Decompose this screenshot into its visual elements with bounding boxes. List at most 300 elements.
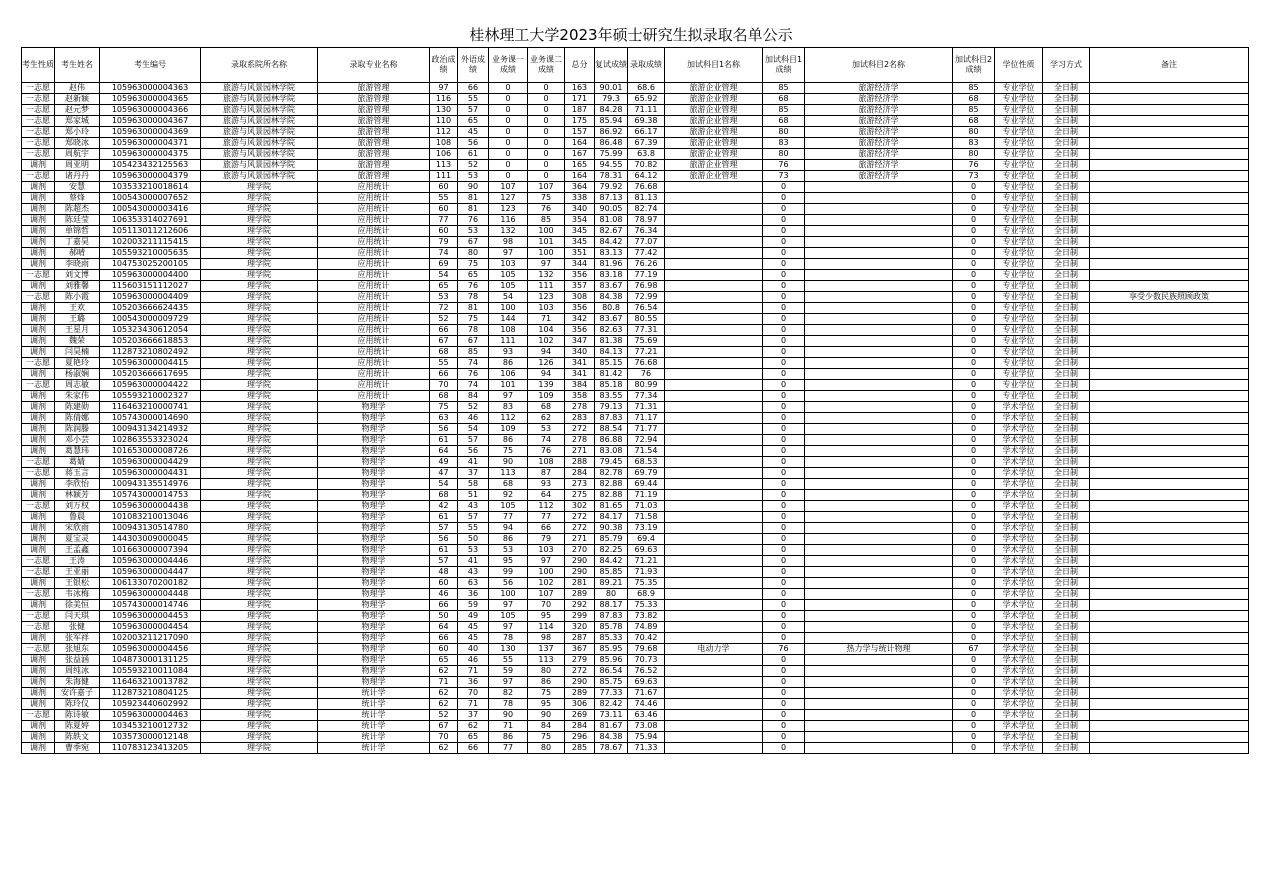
cell-col-id: 101653000008726 [100, 446, 201, 457]
cell-col-name: 闫天琪 [55, 611, 100, 622]
cell-col-politics: 111 [430, 171, 458, 182]
cell-col-study-mode: 全日制 [1043, 578, 1090, 589]
cell-col-extra1-score: 0 [763, 325, 805, 336]
cell-col-course1: 106 [489, 369, 528, 380]
cell-col-extra1-name [665, 699, 763, 710]
cell-col-final: 71.31 [628, 402, 665, 413]
cell-col-extra2-name [805, 721, 953, 732]
cell-col-remark [1090, 336, 1249, 347]
cell-col-final: 74.46 [628, 699, 665, 710]
cell-col-extra1-name [665, 446, 763, 457]
cell-col-id: 101663000007394 [100, 545, 201, 556]
cell-col-study-mode: 全日制 [1043, 182, 1090, 193]
cell-col-extra1-name [665, 270, 763, 281]
cell-col-extra1-name [665, 347, 763, 358]
cell-col-degree: 学术学位 [995, 633, 1043, 644]
cell-col-final: 76.54 [628, 303, 665, 314]
cell-col-nature: 调剂 [22, 314, 55, 325]
cell-col-extra2-score: 0 [953, 600, 995, 611]
cell-col-course2: 97 [528, 259, 565, 270]
cell-col-language: 76 [458, 215, 489, 226]
cell-col-course1: 0 [489, 127, 528, 138]
cell-col-course2: 76 [528, 446, 565, 457]
cell-col-extra2-name [805, 391, 953, 402]
table-row [22, 204, 1249, 215]
cell-col-course1: 90 [489, 457, 528, 468]
header-col-major: 录取专业名称 [318, 48, 430, 83]
cell-col-total: 167 [565, 149, 595, 160]
cell-col-degree: 学术学位 [995, 523, 1043, 534]
cell-col-course2: 64 [528, 490, 565, 501]
cell-col-major: 统计学 [318, 743, 430, 754]
cell-col-extra2-name [805, 435, 953, 446]
cell-col-nature: 调剂 [22, 369, 55, 380]
cell-col-politics: 61 [430, 512, 458, 523]
cell-col-extra1-name [665, 666, 763, 677]
cell-col-politics: 106 [430, 149, 458, 160]
cell-col-extra2-name [805, 622, 953, 633]
cell-col-major: 物理学 [318, 622, 430, 633]
cell-col-id: 105963000004409 [100, 292, 201, 303]
cell-col-extra2-name: 旅游经济学 [805, 94, 953, 105]
cell-col-study-mode: 全日制 [1043, 501, 1090, 512]
cell-col-course1: 98 [489, 237, 528, 248]
cell-col-degree: 专业学位 [995, 94, 1043, 105]
cell-col-id: 116463210013782 [100, 677, 201, 688]
cell-col-study-mode: 全日制 [1043, 556, 1090, 567]
cell-col-extra2-name: 旅游经济学 [805, 138, 953, 149]
cell-col-course2: 80 [528, 666, 565, 677]
table-row [22, 358, 1249, 369]
cell-col-remark [1090, 237, 1249, 248]
cell-col-college: 理学院 [201, 732, 318, 743]
cell-col-name: 王孟鑫 [55, 545, 100, 556]
cell-col-extra1-score: 80 [763, 127, 805, 138]
cell-col-remark [1090, 149, 1249, 160]
cell-col-extra2-score: 83 [953, 138, 995, 149]
cell-col-college: 旅游与风景园林学院 [201, 138, 318, 149]
table-row [22, 303, 1249, 314]
cell-col-remark [1090, 600, 1249, 611]
cell-col-language: 63 [458, 578, 489, 589]
cell-col-course1: 0 [489, 94, 528, 105]
cell-col-degree: 专业学位 [995, 336, 1043, 347]
cell-col-politics: 64 [430, 622, 458, 633]
cell-col-extra1-score: 0 [763, 589, 805, 600]
cell-col-total: 285 [565, 743, 595, 754]
cell-col-retest: 84.42 [595, 556, 628, 567]
cell-col-extra2-score: 0 [953, 446, 995, 457]
cell-col-retest: 86.92 [595, 127, 628, 138]
cell-col-extra1-name: 旅游企业管理 [665, 94, 763, 105]
cell-col-extra2-name [805, 732, 953, 743]
cell-col-extra1-name: 旅游企业管理 [665, 171, 763, 182]
cell-col-college: 理学院 [201, 292, 318, 303]
cell-col-retest: 84.13 [595, 347, 628, 358]
cell-col-retest: 90.01 [595, 83, 628, 94]
cell-col-extra2-score: 0 [953, 512, 995, 523]
cell-col-course1: 78 [489, 633, 528, 644]
cell-col-retest: 86.54 [595, 666, 628, 677]
cell-col-total: 283 [565, 413, 595, 424]
cell-col-language: 56 [458, 138, 489, 149]
cell-col-course1: 75 [489, 446, 528, 457]
cell-col-course2: 0 [528, 83, 565, 94]
cell-col-course1: 77 [489, 512, 528, 523]
cell-col-extra1-name: 旅游企业管理 [665, 160, 763, 171]
cell-col-language: 85 [458, 347, 489, 358]
cell-col-course2: 0 [528, 138, 565, 149]
cell-col-nature: 调剂 [22, 688, 55, 699]
cell-col-course1: 116 [489, 215, 528, 226]
cell-col-study-mode: 全日制 [1043, 116, 1090, 127]
cell-col-extra1-name [665, 523, 763, 534]
cell-col-nature: 一志愿 [22, 116, 55, 127]
cell-col-total: 270 [565, 545, 595, 556]
cell-col-college: 理学院 [201, 435, 318, 446]
cell-col-course2: 0 [528, 94, 565, 105]
cell-col-politics: 52 [430, 314, 458, 325]
cell-col-major: 物理学 [318, 600, 430, 611]
cell-col-course1: 100 [489, 589, 528, 600]
cell-col-remark: 享受少数民族照顾政策 [1090, 292, 1249, 303]
cell-col-name: 王欢 [55, 303, 100, 314]
cell-col-remark [1090, 171, 1249, 182]
cell-col-extra1-score: 0 [763, 600, 805, 611]
cell-col-extra2-score: 0 [953, 688, 995, 699]
cell-col-college: 理学院 [201, 688, 318, 699]
cell-col-college: 理学院 [201, 325, 318, 336]
cell-col-extra2-score: 0 [953, 314, 995, 325]
cell-col-politics: 66 [430, 600, 458, 611]
cell-col-politics: 68 [430, 490, 458, 501]
cell-col-extra2-score: 0 [953, 611, 995, 622]
cell-col-total: 357 [565, 281, 595, 292]
cell-col-name: 安慧 [55, 182, 100, 193]
cell-col-degree: 专业学位 [995, 281, 1043, 292]
cell-col-extra1-name [665, 303, 763, 314]
cell-col-extra1-score: 0 [763, 688, 805, 699]
table-row [22, 699, 1249, 710]
cell-col-degree: 学术学位 [995, 578, 1043, 589]
cell-col-nature: 一志愿 [22, 644, 55, 655]
cell-col-retest: 87.13 [595, 193, 628, 204]
cell-col-nature: 调剂 [22, 193, 55, 204]
cell-col-nature: 调剂 [22, 446, 55, 457]
cell-col-study-mode: 全日制 [1043, 457, 1090, 468]
cell-col-total: 358 [565, 391, 595, 402]
cell-col-study-mode: 全日制 [1043, 622, 1090, 633]
cell-col-college: 理学院 [201, 578, 318, 589]
cell-col-politics: 66 [430, 633, 458, 644]
cell-col-remark [1090, 347, 1249, 358]
cell-col-remark [1090, 633, 1249, 644]
cell-col-degree: 专业学位 [995, 369, 1043, 380]
cell-col-total: 341 [565, 358, 595, 369]
cell-col-remark [1090, 732, 1249, 743]
cell-col-course1: 94 [489, 523, 528, 534]
cell-col-retest: 79.13 [595, 402, 628, 413]
cell-col-nature: 调剂 [22, 743, 55, 754]
cell-col-study-mode: 全日制 [1043, 138, 1090, 149]
cell-col-extra2-name [805, 457, 953, 468]
cell-col-name: 郑小玲 [55, 127, 100, 138]
cell-col-course2: 111 [528, 281, 565, 292]
header-col-retest: 复试成绩 [595, 48, 628, 83]
cell-col-college: 理学院 [201, 314, 318, 325]
cell-col-final: 81.13 [628, 193, 665, 204]
cell-col-study-mode: 全日制 [1043, 347, 1090, 358]
table-row [22, 567, 1249, 578]
cell-col-remark [1090, 578, 1249, 589]
cell-col-language: 66 [458, 83, 489, 94]
cell-col-total: 288 [565, 457, 595, 468]
cell-col-final: 69.63 [628, 677, 665, 688]
cell-col-extra2-name [805, 204, 953, 215]
cell-col-course1: 56 [489, 578, 528, 589]
cell-col-extra2-score: 0 [953, 435, 995, 446]
cell-col-course1: 127 [489, 193, 528, 204]
cell-col-major: 统计学 [318, 721, 430, 732]
cell-col-nature: 一志愿 [22, 127, 55, 138]
cell-col-degree: 学术学位 [995, 622, 1043, 633]
cell-col-total: 271 [565, 446, 595, 457]
cell-col-college: 理学院 [201, 248, 318, 259]
header-col-extra2-name: 加试科目2名称 [805, 48, 953, 83]
cell-col-extra1-name [665, 479, 763, 490]
cell-col-degree: 学术学位 [995, 457, 1043, 468]
cell-col-total: 342 [565, 314, 595, 325]
cell-col-extra2-name [805, 743, 953, 754]
cell-col-id: 105963000004366 [100, 105, 201, 116]
cell-col-course2: 101 [528, 237, 565, 248]
cell-col-final: 71.77 [628, 424, 665, 435]
cell-col-retest: 83.08 [595, 446, 628, 457]
cell-col-language: 76 [458, 369, 489, 380]
cell-col-study-mode: 全日制 [1043, 105, 1090, 116]
table-row [22, 325, 1249, 336]
cell-col-extra1-score: 0 [763, 248, 805, 259]
cell-col-extra2-score: 0 [953, 743, 995, 754]
cell-col-final: 72.94 [628, 435, 665, 446]
cell-col-language: 71 [458, 666, 489, 677]
cell-col-language: 71 [458, 699, 489, 710]
cell-col-language: 52 [458, 402, 489, 413]
cell-col-name: 宋欣雨 [55, 523, 100, 534]
cell-col-degree: 专业学位 [995, 292, 1043, 303]
cell-col-name: 陈超杰 [55, 204, 100, 215]
cell-col-final: 69.79 [628, 468, 665, 479]
cell-col-final: 76.26 [628, 259, 665, 270]
cell-col-extra2-score: 0 [953, 534, 995, 545]
cell-col-extra2-score: 0 [953, 347, 995, 358]
cell-col-final: 77.19 [628, 270, 665, 281]
cell-col-politics: 116 [430, 94, 458, 105]
cell-col-total: 289 [565, 688, 595, 699]
cell-col-extra1-name [665, 611, 763, 622]
cell-col-major: 旅游管理 [318, 116, 430, 127]
cell-col-extra2-score: 85 [953, 105, 995, 116]
cell-col-language: 56 [458, 446, 489, 457]
cell-col-retest: 78.67 [595, 743, 628, 754]
cell-col-study-mode: 全日制 [1043, 567, 1090, 578]
header-col-id: 考生编号 [100, 48, 201, 83]
cell-col-extra2-name [805, 490, 953, 501]
cell-col-total: 187 [565, 105, 595, 116]
cell-col-course2: 109 [528, 391, 565, 402]
cell-col-total: 338 [565, 193, 595, 204]
cell-col-course1: 0 [489, 138, 528, 149]
cell-col-college: 理学院 [201, 446, 318, 457]
cell-col-college: 理学院 [201, 556, 318, 567]
cell-col-retest: 83.67 [595, 281, 628, 292]
cell-col-major: 应用统计 [318, 325, 430, 336]
cell-col-remark [1090, 468, 1249, 479]
cell-col-extra2-name [805, 556, 953, 567]
cell-col-study-mode: 全日制 [1043, 479, 1090, 490]
cell-col-extra1-score: 0 [763, 578, 805, 589]
table-row [22, 281, 1249, 292]
cell-col-nature: 一志愿 [22, 105, 55, 116]
cell-col-extra1-score: 85 [763, 105, 805, 116]
cell-col-study-mode: 全日制 [1043, 633, 1090, 644]
cell-col-total: 284 [565, 721, 595, 732]
cell-col-final: 68.9 [628, 589, 665, 600]
cell-col-degree: 专业学位 [995, 380, 1043, 391]
cell-col-extra1-name [665, 259, 763, 270]
cell-col-politics: 75 [430, 402, 458, 413]
cell-col-major: 物理学 [318, 578, 430, 589]
cell-col-college: 理学院 [201, 215, 318, 226]
table-row [22, 523, 1249, 534]
cell-col-course1: 93 [489, 347, 528, 358]
cell-col-course2: 93 [528, 479, 565, 490]
cell-col-language: 59 [458, 600, 489, 611]
cell-col-final: 72.99 [628, 292, 665, 303]
cell-col-extra2-score: 0 [953, 204, 995, 215]
cell-col-extra2-name [805, 633, 953, 644]
cell-col-id: 144303009000045 [100, 534, 201, 545]
cell-col-study-mode: 全日制 [1043, 292, 1090, 303]
cell-col-politics: 68 [430, 391, 458, 402]
cell-col-name: 刘万权 [55, 501, 100, 512]
cell-col-course2: 102 [528, 578, 565, 589]
cell-col-degree: 学术学位 [995, 545, 1043, 556]
cell-col-nature: 调剂 [22, 633, 55, 644]
cell-col-politics: 46 [430, 589, 458, 600]
cell-col-major: 应用统计 [318, 259, 430, 270]
cell-col-course1: 123 [489, 204, 528, 215]
cell-col-nature: 调剂 [22, 666, 55, 677]
cell-col-retest: 85.15 [595, 358, 628, 369]
cell-col-study-mode: 全日制 [1043, 281, 1090, 292]
cell-col-name: 刘雅馨 [55, 281, 100, 292]
cell-col-final: 77.34 [628, 391, 665, 402]
cell-col-study-mode: 全日制 [1043, 600, 1090, 611]
cell-col-degree: 学术学位 [995, 677, 1043, 688]
cell-col-study-mode: 全日制 [1043, 710, 1090, 721]
cell-col-study-mode: 全日制 [1043, 644, 1090, 655]
cell-col-extra2-score: 0 [953, 336, 995, 347]
cell-col-politics: 67 [430, 721, 458, 732]
cell-col-college: 理学院 [201, 545, 318, 556]
cell-col-politics: 74 [430, 248, 458, 259]
cell-col-nature: 调剂 [22, 325, 55, 336]
cell-col-extra1-name [665, 336, 763, 347]
cell-col-extra2-score: 0 [953, 677, 995, 688]
cell-col-course2: 137 [528, 644, 565, 655]
cell-col-study-mode: 全日制 [1043, 424, 1090, 435]
cell-col-language: 53 [458, 171, 489, 182]
cell-col-extra2-score: 0 [953, 303, 995, 314]
cell-col-extra1-name [665, 578, 763, 589]
cell-col-extra1-score: 0 [763, 369, 805, 380]
table-row [22, 622, 1249, 633]
cell-col-college: 理学院 [201, 457, 318, 468]
cell-col-language: 46 [458, 655, 489, 666]
cell-col-extra1-name [665, 556, 763, 567]
cell-col-study-mode: 全日制 [1043, 732, 1090, 743]
cell-col-extra2-score: 0 [953, 402, 995, 413]
page-title: 桂林理工大学2023年硕士研究生拟录取名单公示 [469, 26, 793, 44]
cell-col-retest: 82.67 [595, 226, 628, 237]
cell-col-id: 105323430612054 [100, 325, 201, 336]
cell-col-extra2-name: 旅游经济学 [805, 127, 953, 138]
cell-col-language: 65 [458, 270, 489, 281]
cell-col-study-mode: 全日制 [1043, 523, 1090, 534]
cell-col-extra1-score: 0 [763, 523, 805, 534]
cell-col-study-mode: 全日制 [1043, 127, 1090, 138]
cell-col-remark [1090, 710, 1249, 721]
cell-col-final: 70.42 [628, 633, 665, 644]
cell-col-extra2-score: 0 [953, 501, 995, 512]
cell-col-extra1-name [665, 545, 763, 556]
cell-col-degree: 专业学位 [995, 347, 1043, 358]
cell-col-extra2-name [805, 688, 953, 699]
cell-col-politics: 130 [430, 105, 458, 116]
cell-col-politics: 55 [430, 193, 458, 204]
cell-col-language: 53 [458, 545, 489, 556]
cell-col-extra2-score: 0 [953, 468, 995, 479]
cell-col-course1: 82 [489, 688, 528, 699]
cell-col-id: 105963000004431 [100, 468, 201, 479]
cell-col-retest: 89.21 [595, 578, 628, 589]
cell-col-total: 165 [565, 160, 595, 171]
cell-col-college: 理学院 [201, 490, 318, 501]
cell-col-extra2-score: 76 [953, 160, 995, 171]
cell-col-course1: 55 [489, 655, 528, 666]
cell-col-college: 理学院 [201, 270, 318, 281]
cell-col-nature: 调剂 [22, 655, 55, 666]
cell-col-remark [1090, 182, 1249, 193]
cell-col-degree: 学术学位 [995, 666, 1043, 677]
cell-col-total: 164 [565, 171, 595, 182]
cell-col-extra1-score: 0 [763, 479, 805, 490]
cell-col-id: 112873210802492 [100, 347, 201, 358]
cell-col-extra1-score: 0 [763, 314, 805, 325]
cell-col-extra2-score: 0 [953, 193, 995, 204]
cell-col-remark [1090, 160, 1249, 171]
cell-col-extra2-name [805, 336, 953, 347]
cell-col-total: 299 [565, 611, 595, 622]
cell-col-name: 陈轶文 [55, 732, 100, 743]
cell-col-id: 105423432125563 [100, 160, 201, 171]
table-row [22, 677, 1249, 688]
cell-col-study-mode: 全日制 [1043, 204, 1090, 215]
cell-col-id: 105963000004448 [100, 589, 201, 600]
cell-col-remark [1090, 688, 1249, 699]
cell-col-extra1-name: 旅游企业管理 [665, 116, 763, 127]
